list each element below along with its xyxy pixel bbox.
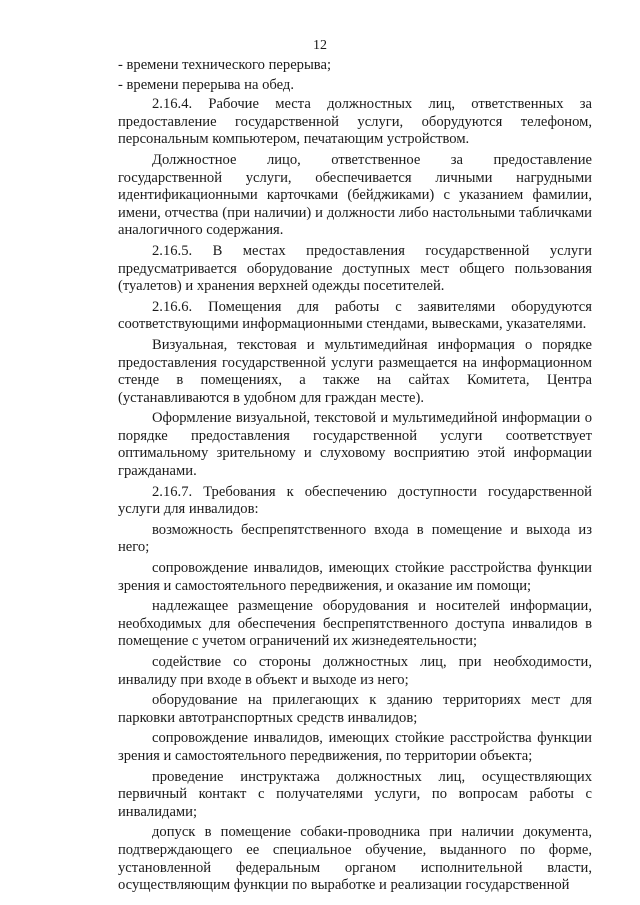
requirement-escort-assistance: сопровождение инвалидов, имеющих стойкие расстройства функции зрения и самостоятельного передвижения, и оказание им помощи; — [118, 560, 592, 594]
requirement-parking: оборудование на прилегающих к зданию территориях мест для парковки автотранспортных средств инвалидов; — [118, 692, 592, 726]
list-item-break-technical: - времени технического перерыва; — [118, 57, 331, 73]
requirement-staff-briefing: проведение инструктажа должностных лиц, осуществляющих первичный контакт с получателями услуги, по вопросам работы с инвалидами; — [118, 768, 592, 820]
paragraph-official-badges: Должностное лицо, ответственное за предоставление государственной услуги, обеспечивается личными нагрудными идентификационными карточками (бейджиками) с указанием фамилии, имени, отчества (при наличии) и должности либо настольными табличками аналогичного содержания. — [118, 151, 592, 239]
paragraph-information-design: Оформление визуальной, текстовой и мультимедийной информации о порядке предоставления государственной услуги соответствует оптимальному зрительному и слуховому восприятию этой информации гражданами. — [118, 410, 592, 480]
list-item-break-lunch: - времени перерыва на обед. — [118, 76, 294, 93]
requirement-equipment-placement: надлежащее размещение оборудования и носителей информации, необходимых для обеспечения беспрепятственного доступа инвалидов в помещение с учетом ограничений их жизнедеятельности; — [118, 598, 592, 650]
paragraph-2-16-4: 2.16.4. Рабочие места должностных лиц, ответственных за предоставление государственной услуги, оборудуются телефоном, персональным компьютером, печатающим устройством. — [118, 96, 592, 148]
paragraph-2-16-7: 2.16.7. Требования к обеспечению доступности государственной услуги для инвалидов: — [118, 483, 592, 518]
paragraph-2-16-5: 2.16.5. В местах предоставления государственной услуги предусматривается оборудование доступных мест общего пользования (туалетов) и хранения верхней одежды посетителей. — [118, 242, 592, 295]
document-body — [118, 57, 592, 898]
paragraph-visual-information: Визуальная, текстовая и мультимедийная информация о порядке предоставления государственной услуги размещается на информационном стенде в помещениях, а также на сайтах Комитета, Центра (устанавливаются в удобном для граждан месте). — [118, 336, 592, 406]
paragraph-2-16-6: 2.16.6. Помещения для работы с заявителями оборудуются соответствующими информационными стендами, вывесками, указателями. — [118, 298, 592, 333]
requirement-territory-escort: сопровождение инвалидов, имеющих стойкие расстройства функции зрения и самостоятельного передвижения, по территории объекта; — [118, 730, 592, 764]
requirement-free-entry: возможность беспрепятственного входа в помещение и выхода из него; — [118, 521, 592, 556]
requirement-guide-dog: допуск в помещение собаки-проводника при наличии документа, подтверждающего ее специальное обучение, выданного по форме, установленной федеральным органом исполнительной власти, осуществляющим функции по выработке и реализации государственной — [118, 824, 592, 894]
page-number: 12 — [313, 38, 327, 53]
requirement-staff-assistance: содействие со стороны должностных лиц, при необходимости, инвалиду при входе в объект и выходе из него; — [118, 654, 592, 688]
